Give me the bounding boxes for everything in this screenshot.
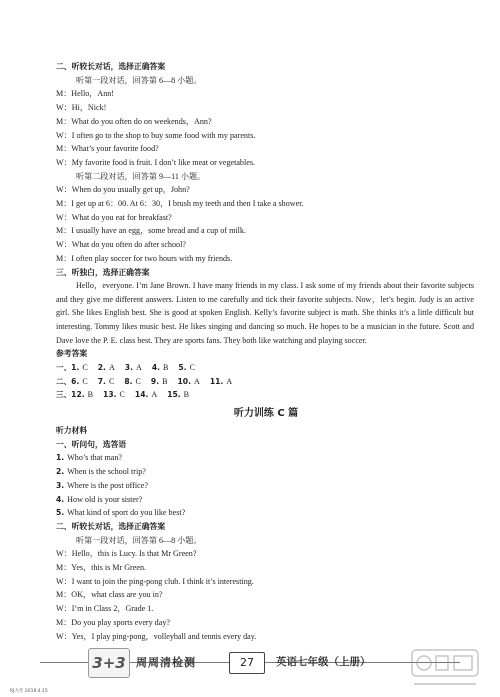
answer-number: 7.	[97, 376, 106, 386]
answer-number: 三、12.	[56, 390, 85, 400]
page-footer	[0, 640, 500, 697]
answer-letter: C	[135, 376, 141, 386]
dialog-line: M：What do you often do on weekends，Ann?	[56, 116, 212, 126]
answer-number: 15.	[167, 390, 181, 400]
section-heading: 一、听问句，选答语	[56, 439, 127, 449]
answer-key	[56, 361, 476, 402]
answer-number: 3.	[124, 362, 133, 372]
answer-row	[56, 375, 476, 389]
question-text: Who’s that man?	[67, 453, 123, 463]
answer-row	[56, 361, 476, 375]
answer-number: 13.	[103, 390, 117, 400]
question-text: How old is your sister?	[67, 494, 143, 504]
question-list	[56, 451, 476, 520]
question-item	[56, 465, 476, 479]
question-number: 3.	[56, 480, 65, 490]
material-heading: 听力材料	[56, 426, 88, 436]
answer-letter: B	[183, 390, 190, 400]
dialog-line: W：Hello，this is Lucy. Is that Mr Green?	[56, 549, 197, 559]
question-item	[56, 479, 476, 493]
question-number: 4.	[56, 494, 65, 504]
question-text: Where is the post office?	[67, 480, 148, 490]
question-item	[56, 493, 476, 507]
dialog-intro: 听第一段对话，回答第 6—8 小题。	[76, 75, 202, 85]
dialog-line: W：I’m in Class 2，Grade 1.	[56, 604, 154, 614]
question-number: 1.	[56, 453, 65, 463]
answer-letter: A	[193, 376, 200, 386]
page-number: 27	[229, 652, 265, 674]
answer-number: 9.	[150, 376, 160, 386]
dialog-line: M：I often play soccer for two hours with my friends.	[56, 253, 233, 263]
answer-letter: C	[108, 376, 115, 386]
brand-name: 周周清检测	[136, 656, 196, 669]
watermark-logo-icon	[410, 646, 480, 692]
answer-number: 5.	[178, 362, 187, 372]
answer-number: 2.	[97, 362, 106, 372]
question-text: What kind of sport do you like best?	[67, 508, 186, 518]
answer-number: 10.	[177, 376, 191, 386]
print-imprint: RJ九年 2019.4.15	[10, 689, 48, 694]
dialog-line: M：Hello，Ann!	[56, 89, 115, 99]
answer-row	[56, 388, 476, 402]
answer-number: 11.	[209, 376, 224, 386]
question-number: 5.	[56, 508, 65, 518]
answer-letter: C	[189, 362, 195, 372]
subject-label: 英语七年级（上册）	[276, 656, 371, 668]
dialog-2	[56, 183, 476, 265]
question-item	[56, 451, 476, 465]
dialog-line: M：I usually have an egg，some bread and a cup of milk.	[56, 226, 246, 236]
dialog-line: M：Yes，this is Mr Green.	[56, 563, 147, 573]
part-title: 听力训练 C 篇	[233, 408, 299, 420]
answer-letter: C	[82, 362, 88, 372]
answer-number: 8.	[124, 376, 133, 386]
answer-letter: A	[151, 390, 158, 400]
answer-letter: B	[162, 376, 168, 386]
answer-letter: C	[119, 390, 125, 400]
dialog-line: W：Yes，I play ping-pong，volleyball and tennis every day.	[56, 631, 257, 641]
dialog-line: W：What do you often do after school?	[56, 240, 186, 250]
answer-letter: A	[226, 376, 233, 386]
monologue-paragraph: Hello，everyone. I’m Jane Brown. I have many friends in my class. I ask some of my friends about their favorite subjects and they give me different answers. Listen to me carefully and tick their favorite subjects. Now，let’s begin. Judy is an active girl. She likes English best. She is good at spoken English. Kelly’s favorite subject is math. She thinks it’s a little difficult but interesting. Tommy likes music best. He likes singing and dancing so much. He hopes to be a musician in the future. Scott and Dave love the P. E. class best. They are sports fans. They both like watching and playing soccer.	[56, 281, 474, 345]
dialog-intro: 听第一段对话，回答第 6—8 小题。	[76, 535, 202, 545]
dialog-intro: 听第二段对话，回答第 9—11 小题。	[76, 171, 206, 181]
answer-letter: B	[87, 390, 94, 400]
answer-number: 14.	[134, 390, 149, 400]
dialog-line: W：I often go to the shop to buy some food with my parents.	[56, 130, 256, 140]
dialog-line: W：I want to join the ping-pong club. I think it’s interesting.	[56, 576, 254, 586]
dialog-line: M：I get up at 6：00. At 6：30，I brush my teeth and then I take a shower.	[56, 199, 304, 209]
answer-letter: B	[163, 362, 169, 372]
dialog-line: W：What do you eat for breakfast?	[56, 212, 172, 222]
answers-heading: 参考答案	[56, 349, 88, 359]
answer-letter: A	[108, 362, 115, 372]
answer-letter: C	[82, 376, 88, 386]
brand-logo: 3+3	[88, 648, 130, 678]
question-item	[56, 506, 476, 520]
answer-number: 4.	[151, 362, 160, 372]
question-text: When is the school trip?	[67, 467, 146, 477]
dialog-line: W：Hi，Nick!	[56, 103, 107, 113]
dialog-line: M：OK，what class are you in?	[56, 590, 163, 600]
answer-number: 二、6.	[56, 376, 80, 386]
dialog-line: W：My favorite food is fruit. I don’t like meat or vegetables.	[56, 157, 255, 167]
dialog-line: M：Do you play sports every day?	[56, 617, 170, 627]
c-dialog-1	[56, 547, 476, 643]
dialog-line: M：What’s your favorite food?	[56, 144, 159, 154]
answer-number: 一、1.	[56, 362, 80, 372]
dialog-line: W：When do you usually get up，John?	[56, 185, 190, 195]
section-heading: 二、听较长对话，选择正确答案	[56, 62, 166, 71]
question-number: 2.	[56, 467, 65, 477]
section-heading: 二、听较长对话，选择正确答案	[56, 521, 166, 531]
dialog-1	[56, 87, 476, 169]
page-content	[56, 60, 476, 643]
answer-letter: A	[135, 362, 142, 372]
section-heading: 三、听独白，选择正确答案	[56, 267, 150, 277]
